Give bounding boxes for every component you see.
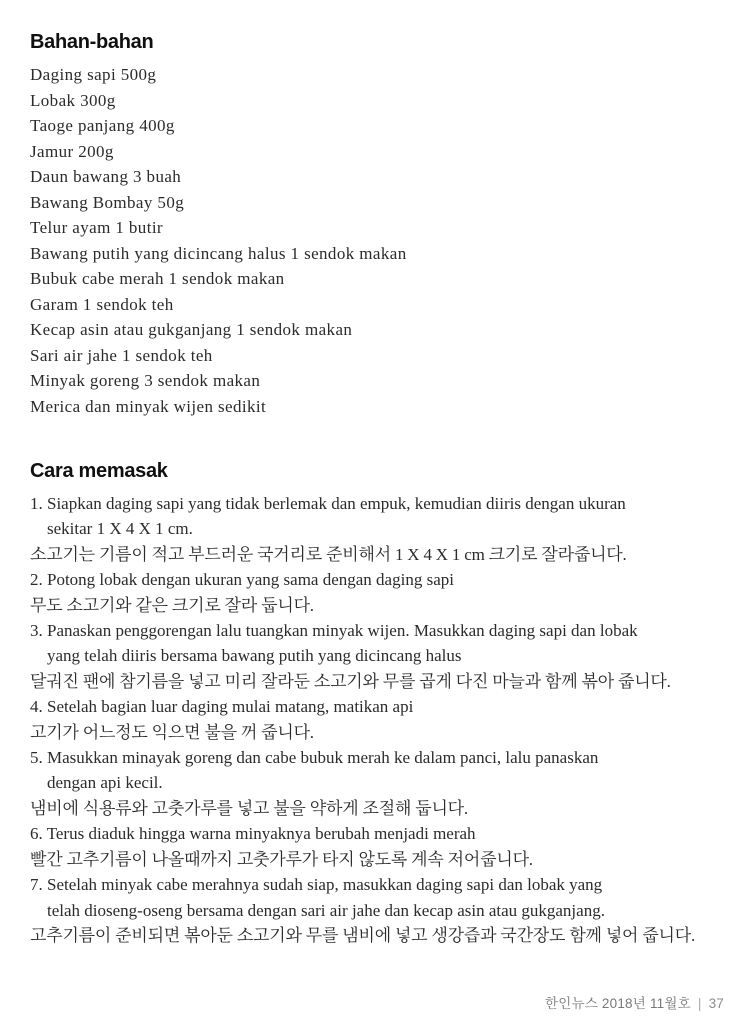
step-text: 5. Masukkan minayak goreng dan cabe bubuk merah ke dalam panci, lalu panaskan xyxy=(30,748,599,768)
step-translation-korean: 고추기름이 준비되면 볶아둔 소고기와 무를 냄비에 넣고 생강즙과 국간장도 함께 넣어 줍니다. xyxy=(30,925,696,945)
ingredient-line: Bawang Bombay 50g xyxy=(30,192,185,212)
step-text-continued: telah dioseng-oseng bersama dengan sari air jahe dan kecap asin atau gukganjang. xyxy=(47,900,605,920)
step-4 xyxy=(30,694,722,745)
step-translation-korean: 고기가 어느정도 익으면 불을 꺼 줍니다. xyxy=(30,722,314,742)
ingredient-line: Merica dan minyak wijen sedikit xyxy=(30,396,267,416)
step-6 xyxy=(30,821,722,872)
ingredient-line: Taoge panjang 400g xyxy=(30,116,175,135)
step-translation-korean: 소고기는 기름이 적고 부드러운 국거리로 준비해서 1 X 4 X 1 cm 크기로 잘라줍니다. xyxy=(30,544,627,564)
step-text-continued: dengan api kecil. xyxy=(47,773,163,793)
ingredient-line: Jamur 200g xyxy=(30,141,114,161)
step-text: 3. Panaskan penggorengan lalu tuangkan minyak wijen. Masukkan daging sapi dan lobak xyxy=(30,621,638,641)
instructions-heading: Cara memasak xyxy=(30,460,168,482)
footer-separator: | xyxy=(697,996,702,1011)
ingredient-line: Bubuk cabe merah 1 sendok makan xyxy=(30,269,285,288)
ingredient-line: Daun bawang 3 buah xyxy=(30,167,182,186)
ingredients-section xyxy=(30,30,722,419)
ingredient-line: Garam 1 sendok teh xyxy=(30,294,174,314)
ingredient-line: Bawang putih yang dicincang halus 1 sendok makan xyxy=(30,243,407,263)
step-text: 4. Setelah bagian luar daging mulai matang, matikan api xyxy=(30,697,414,717)
step-2 xyxy=(30,567,722,618)
ingredient-line: Lobak 300g xyxy=(30,90,116,110)
step-translation-korean: 냄비에 식용류와 고춧가루를 넣고 불을 약하게 조절해 둡니다. xyxy=(30,798,468,818)
step-3 xyxy=(30,618,722,694)
step-text-continued: yang telah diiris bersama bawang putih yang dicincang halus xyxy=(47,646,462,666)
step-text-continued: sekitar 1 X 4 X 1 cm. xyxy=(47,519,193,539)
step-translation-korean: 빨간 고추기름이 나올때까지 고춧가루가 타지 않도록 계속 저어줍니다. xyxy=(30,849,533,869)
ingredient-line: Daging sapi 500g xyxy=(30,65,157,84)
ingredient-line: Minyak goreng 3 sendok makan xyxy=(30,371,261,390)
ingredient-line: Sari air jahe 1 sendok teh xyxy=(30,345,213,365)
ingredient-line: Telur ayam 1 butir xyxy=(30,218,163,237)
step-text: 2. Potong lobak dengan ukuran yang sama dengan daging sapi xyxy=(30,570,454,590)
step-7 xyxy=(30,872,722,948)
page-number: 37 xyxy=(708,996,724,1011)
step-text: 7. Setelah minyak cabe merahnya sudah siap, masukkan daging sapi dan lobak yang xyxy=(30,875,603,895)
ingredients-heading: Bahan-bahan xyxy=(30,31,154,53)
step-text: 1. Siapkan daging sapi yang tidak berlemak dan empuk, kemudian diiris dengan ukuran xyxy=(30,494,626,513)
journal-issue-label: 한인뉴스 2018년 11월호 xyxy=(545,996,691,1011)
step-1 xyxy=(30,491,722,567)
step-translation-korean: 달궈진 팬에 참기름을 넣고 미리 잘라둔 소고기와 무를 곱게 다진 마늘과 함께 볶아 줍니다. xyxy=(30,671,671,691)
step-5 xyxy=(30,745,722,821)
page-footer xyxy=(545,995,724,1013)
step-translation-korean: 무도 소고기와 같은 크기로 잘라 둡니다. xyxy=(30,595,314,615)
instructions-section xyxy=(30,459,722,948)
ingredient-line: Kecap asin atau gukganjang 1 sendok makan xyxy=(30,320,353,339)
step-text: 6. Terus diaduk hingga warna minyaknya berubah menjadi merah xyxy=(30,824,476,844)
